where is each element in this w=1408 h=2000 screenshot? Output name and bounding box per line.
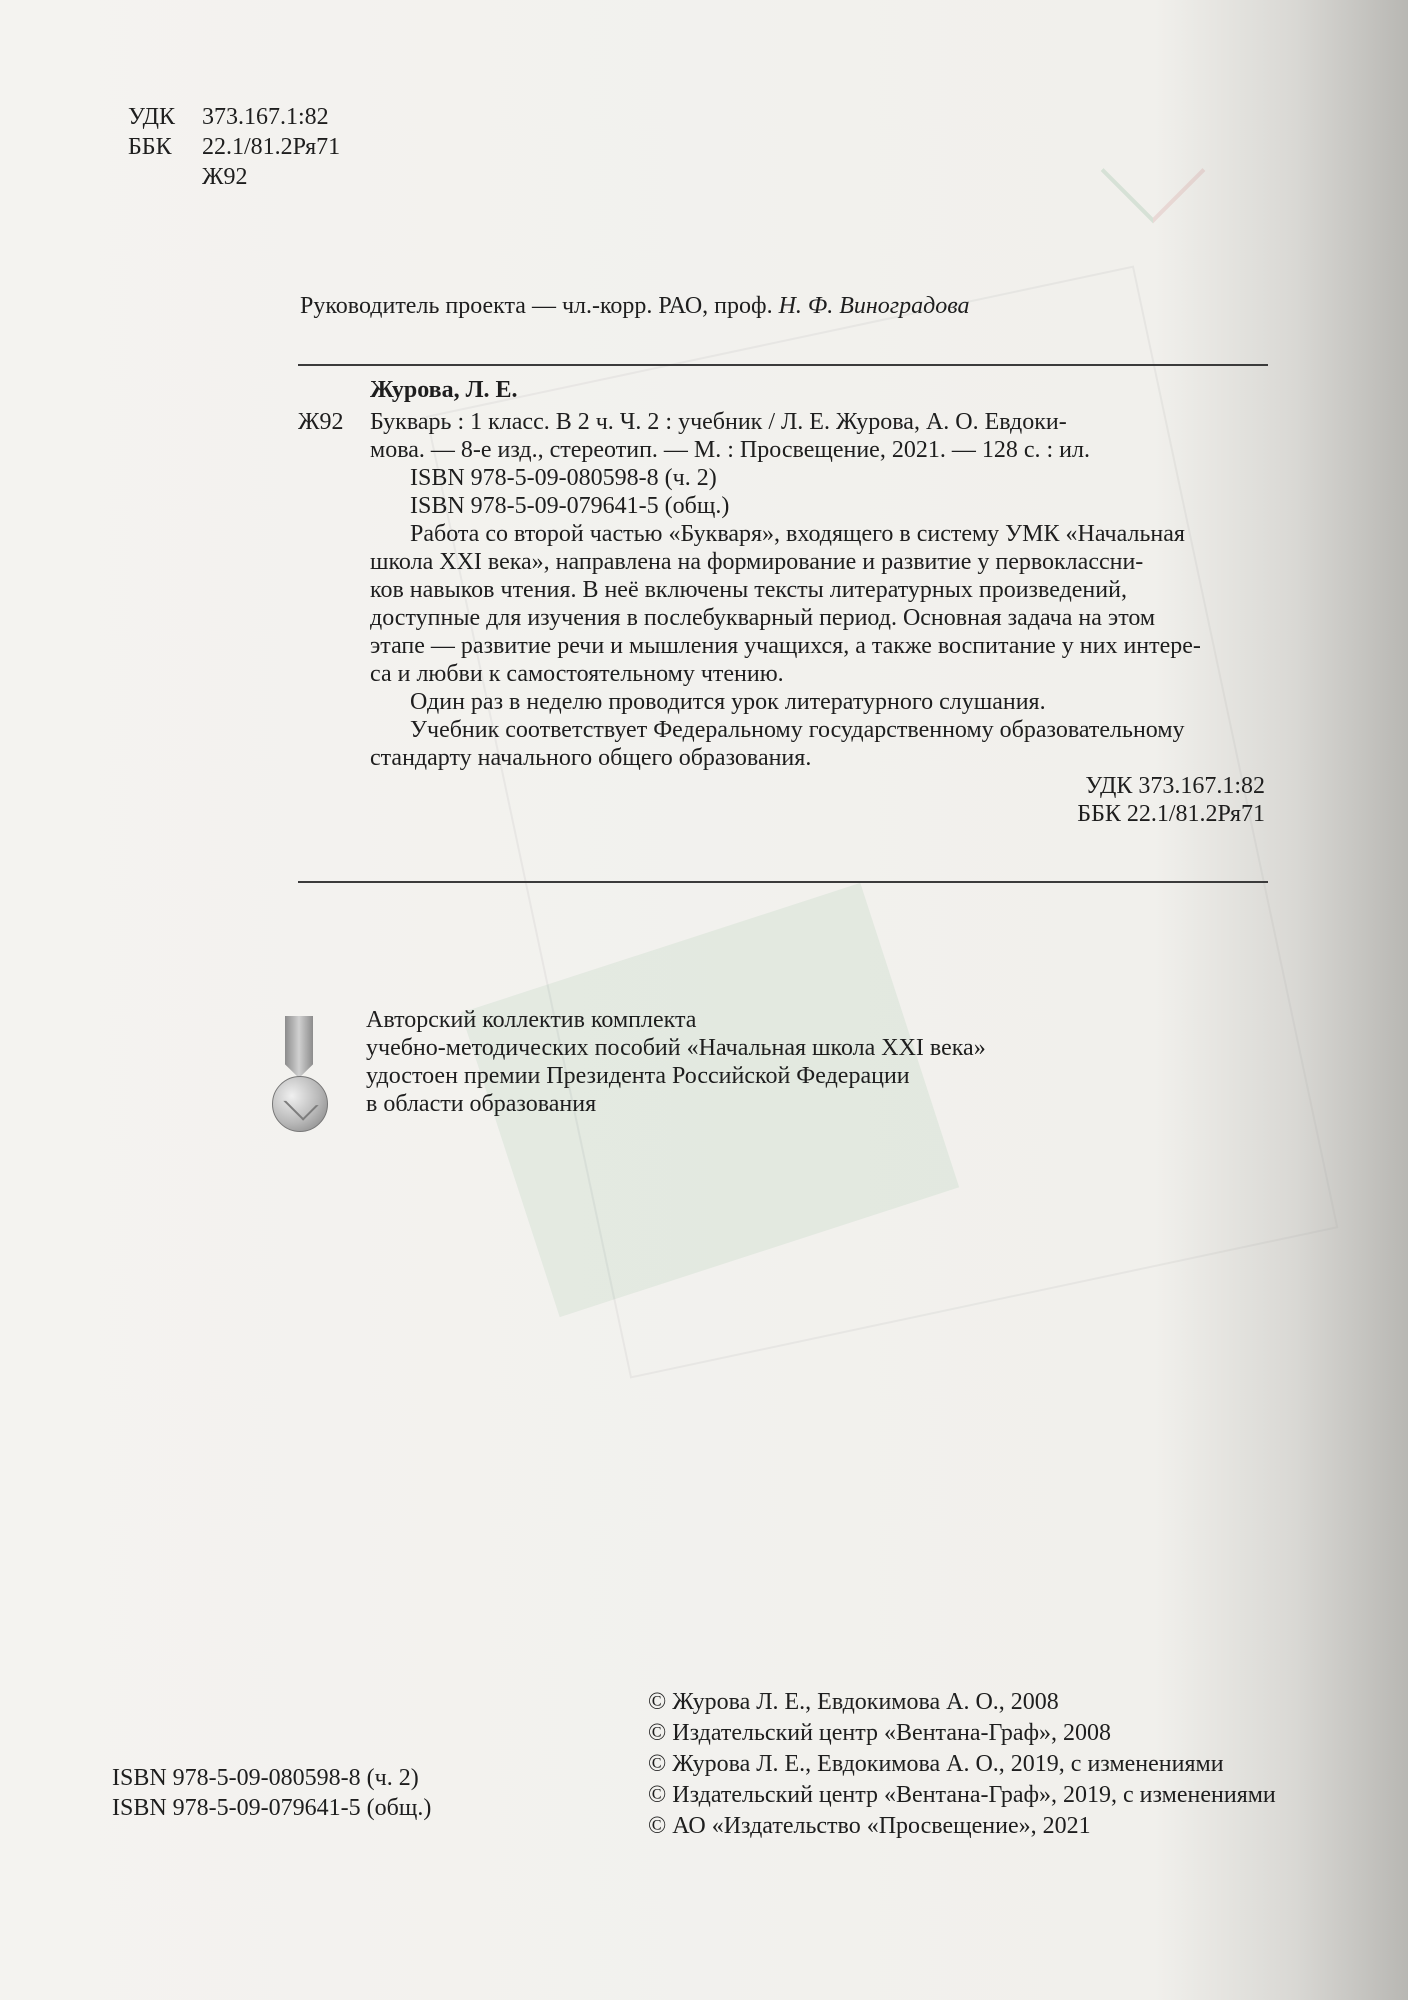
top-divider	[298, 364, 1268, 366]
bbk-value: 22.1/81.2Ря71	[202, 134, 341, 160]
copyright-line-5: © АО «Издательство «Просвещение», 2021	[648, 1813, 1091, 1839]
bibliographic-line-2: мова. — 8-е изд., стереотип. — М. : Просвещение, 2021. — 128 с. : ил.	[370, 437, 1090, 463]
summary-line: са и любви к самостоятельному чтению.	[370, 661, 784, 687]
card-bbk-right: ББК 22.1/81.2Ря71	[1077, 801, 1265, 827]
udc-row	[128, 102, 340, 132]
ghost-logo	[980, 122, 1190, 212]
award-line-3: удостоен премии Президента Российской Федерации	[366, 1063, 910, 1089]
card-isbn-1: ISBN 978-5-09-080598-8 (ч. 2)	[410, 465, 717, 491]
award-line-1: Авторский коллектив комплекта	[366, 1007, 697, 1033]
author-mark: Ж92	[202, 164, 248, 190]
bbk-row	[128, 132, 340, 162]
copyright-block	[648, 1687, 1408, 1842]
project-manager-line	[300, 291, 970, 321]
summary-line: школа XXI века», направлена на формирование и развитие у первоклассни-	[370, 549, 1144, 575]
award-line-2: учебно-методических пособий «Начальная школа XXI века»	[366, 1035, 986, 1061]
card-body	[370, 408, 1265, 828]
project-manager-prefix: Руководитель проекта — чл.-корр. РАО, проф.	[300, 293, 773, 319]
medal-ribbon-icon	[285, 1016, 313, 1078]
card-udc-right: УДК 373.167.1:82	[1085, 773, 1265, 799]
bottom-divider	[298, 881, 1268, 883]
udc-value: 373.167.1:82	[202, 104, 329, 130]
award-line-4: в области образования	[366, 1091, 597, 1117]
bbk-label: ББК	[128, 134, 172, 160]
note-paragraph-1	[370, 688, 1265, 716]
copyright-line-2: © Издательский центр «Вентана-Граф», 2008	[648, 1720, 1112, 1746]
project-manager-name: Н. Ф. Виноградова	[778, 293, 970, 319]
copyright-line-4: © Издательский центр «Вентана-Граф», 2019, с изменениями	[648, 1782, 1276, 1808]
top-classification-block	[128, 102, 340, 192]
note-line: Один раз в неделю проводится урок литературного слушания.	[410, 689, 1046, 715]
copyright-line-1: © Журова Л. Е., Евдокимова А. О., 2008	[648, 1689, 1059, 1715]
udc-label: УДК	[128, 104, 175, 130]
summary-line: ков навыков чтения. В неё включены тексты литературных произведений,	[370, 577, 1127, 603]
bottom-isbn-block	[112, 1763, 431, 1823]
note-line: Учебник соответствует Федеральному государственному образовательному	[410, 717, 1185, 743]
bottom-isbn-1: ISBN 978-5-09-080598-8 (ч. 2)	[112, 1765, 419, 1791]
card-isbn-2: ISBN 978-5-09-079641-5 (общ.)	[410, 493, 730, 519]
award-block	[270, 1006, 1070, 1156]
note-paragraph-2	[370, 716, 1265, 772]
bibliographic-line-1: Букварь : 1 класс. В 2 ч. Ч. 2 : учебник / Л. Е. Журова, А. О. Евдоки-	[370, 409, 1067, 435]
card-code: Ж92	[298, 409, 344, 435]
logo-wing-icon	[1101, 119, 1206, 224]
bottom-isbn-2: ISBN 978-5-09-079641-5 (общ.)	[112, 1795, 432, 1821]
card-author: Журова, Л. Е.	[370, 377, 518, 403]
medal-icon	[270, 1016, 328, 1151]
summary-paragraph	[370, 520, 1265, 688]
award-text	[366, 1006, 986, 1118]
note-line: стандарту начального общего образования.	[370, 745, 812, 771]
copyright-line-3: © Журова Л. Е., Евдокимова А. О., 2019, с изменениями	[648, 1751, 1224, 1777]
summary-line: Работа со второй частью «Букваря», входящего в систему УМК «Начальная	[410, 521, 1185, 547]
medal-coin-icon	[272, 1076, 328, 1132]
summary-line: доступные для изучения в послебукварный период. Основная задача на этом	[370, 605, 1156, 631]
summary-line: этапе — развитие речи и мышления учащихся, а также воспитание у них интере-	[370, 633, 1201, 659]
